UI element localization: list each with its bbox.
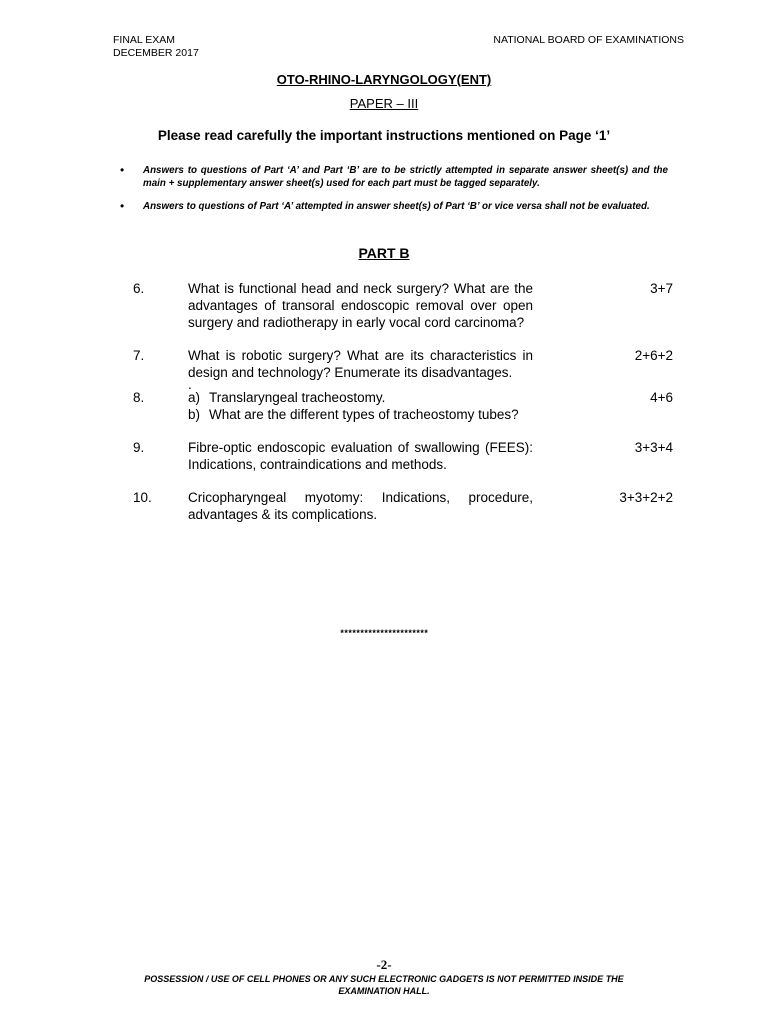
instruction-text: Answers to questions of Part ‘A’ and Part ‘B’ are to be strictly attempted in separate answer sheet(s) and the main + supplementary answer sheet(s) used for each part must be tagged separately. [143,165,668,189]
question-marks: 4+6 [650,390,673,405]
question-marks: 3+7 [650,281,673,296]
instruction-item [120,200,668,213]
question-text: What is robotic surgery? What are its characteristics in design and technology? Enumerate its disadvantages. [188,348,533,380]
instruction-item [120,164,668,190]
question-number: 9. [133,440,145,455]
question-text: Fibre-optic endoscopic evaluation of swallowing (FEES): Indications, contraindications and methods. [188,440,533,472]
subject-title: OTO-RHINO-LARYNGOLOGY(ENT) [276,72,492,87]
question-item [0,489,768,523]
footer-notice: POSSESSION / USE OF CELL PHONES OR ANY SUCH ELECTRONIC GADGETS IS NOT PERMITTED INSIDE THE EXAMINATION HALL. [144,974,624,996]
sub-question-label: a) [188,390,201,405]
question-number: 7. [133,348,145,363]
question-number: 10. [133,490,152,505]
bullet-icon: • [120,163,125,177]
question-number: 8. [133,390,145,405]
question-number: 6. [133,281,145,296]
question-marks: 3+3+4 [634,440,673,455]
question-item [0,389,768,423]
end-separator: ********************** [339,628,429,638]
question-text: What is functional head and neck surgery? What are the advantages of transoral endoscopic removal over open surgery and radiotherapy in early vocal cord carcinoma? [188,281,533,330]
board-name: NATIONAL BOARD OF EXAMINATIONS [493,34,684,46]
sub-question-label: b) [188,407,201,422]
page-number: -2- [376,957,392,972]
trailing-dot: . [188,377,192,392]
question-list [0,280,768,539]
instruction-text: Answers to questions of Part ‘A’ attempted in answer sheet(s) of Part ‘B’ or vice versa shall not be evaluated. [143,201,650,212]
part-heading: PART B [358,245,410,261]
sub-question-text: What are the different types of tracheostomy tubes? [209,407,519,422]
question-item [0,280,768,331]
question-item [0,439,768,473]
question-item [0,347,768,392]
sub-question [188,389,533,406]
sub-question-text: Translaryngeal tracheostomy. [209,390,386,405]
question-body [188,389,533,423]
question-body [188,347,533,392]
instruction-list [120,164,668,223]
exam-type: FINAL EXAM [113,34,176,46]
question-marks: 3+3+2+2 [619,490,673,505]
sub-question [188,406,533,423]
exam-date: DECEMBER 2017 [113,47,199,59]
question-text: Cricopharyngeal myotomy: Indications, procedure, advantages & its complications. [188,490,533,522]
question-marks: 2+6+2 [634,348,673,363]
read-instruction: Please read carefully the important instructions mentioned on Page ‘1’ [157,128,611,143]
header-left [113,34,199,60]
bullet-icon: • [120,199,125,213]
paper-number: PAPER – III [349,96,419,111]
